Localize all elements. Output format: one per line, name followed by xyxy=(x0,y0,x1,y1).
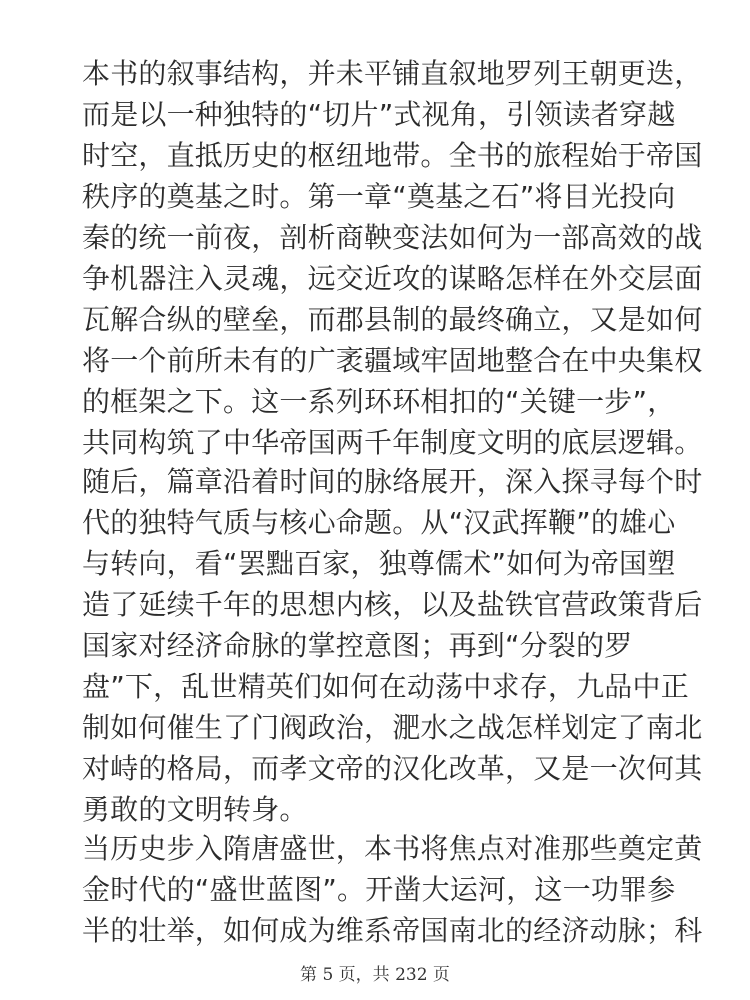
text-line: 瓦解合纵的壁垒，而郡县制的最终确立，又是如何 xyxy=(82,303,703,336)
text-line: 制如何催生了门阀政治，淝水之战怎样划定了南北 xyxy=(82,711,703,744)
paragraph-1 xyxy=(82,53,703,463)
text-line: 秩序的奠基之时。第一章“奠基之石”将目光投向 xyxy=(82,180,676,213)
text-line: 金时代的“盛世蓝图”。开凿大运河，这一功罪参 xyxy=(82,873,676,906)
text-line: 时空，直抵历史的枢纽地带。全书的旅程始于帝国 xyxy=(82,139,703,172)
text-line: 盘”下，乱世精英们如何在动荡中求存，九品中正 xyxy=(82,670,689,703)
paragraph-3 xyxy=(82,828,703,951)
text-line: 当历史步入隋唐盛世，本书将焦点对准那些奠定黄 xyxy=(82,832,703,865)
text-line: 共同构筑了中华帝国两千年制度文明的底层逻辑。 xyxy=(82,426,703,459)
text-line: 半的壮举，如何成为维系帝国南北的经济动脉；科 xyxy=(82,914,703,947)
text-line: 的框架之下。这一系列环环相扣的“关键一步”， xyxy=(82,385,676,418)
text-line: 代的独特气质与核心命题。从“汉武挥鞭”的雄心 xyxy=(82,506,676,539)
text-line: 争机器注入灵魂，远交近攻的谋略怎样在外交层面 xyxy=(82,262,703,295)
text-line: 与转向，看“罢黜百家，独尊儒术”如何为帝国塑 xyxy=(82,547,676,580)
text-line: 造了延续千年的思想内核，以及盐铁官营政策背后 xyxy=(82,588,703,621)
page-number-footer: 第 5 页，共 232 页 xyxy=(300,965,450,985)
text-line: 随后，篇章沿着时间的脉络展开，深入探寻每个时 xyxy=(82,465,703,498)
paragraph-2 xyxy=(82,461,703,830)
text-line: 国家对经济命脉的掌控意图；再到“分裂的罗 xyxy=(82,629,633,662)
text-line: 对峙的格局，而孝文帝的汉化改革，又是一次何其 xyxy=(82,752,703,785)
text-line: 本书的叙事结构，并未平铺直叙地罗列王朝更迭， xyxy=(82,57,703,90)
text-line: 勇敢的文明转身。 xyxy=(82,793,308,826)
text-line: 将一个前所未有的广袤疆域牢固地整合在中央集权 xyxy=(82,344,703,377)
text-line: 秦的统一前夜，剖析商鞅变法如何为一部高效的战 xyxy=(82,221,703,254)
text-line: 而是以一种独特的“切片”式视角，引领读者穿越 xyxy=(82,98,676,131)
